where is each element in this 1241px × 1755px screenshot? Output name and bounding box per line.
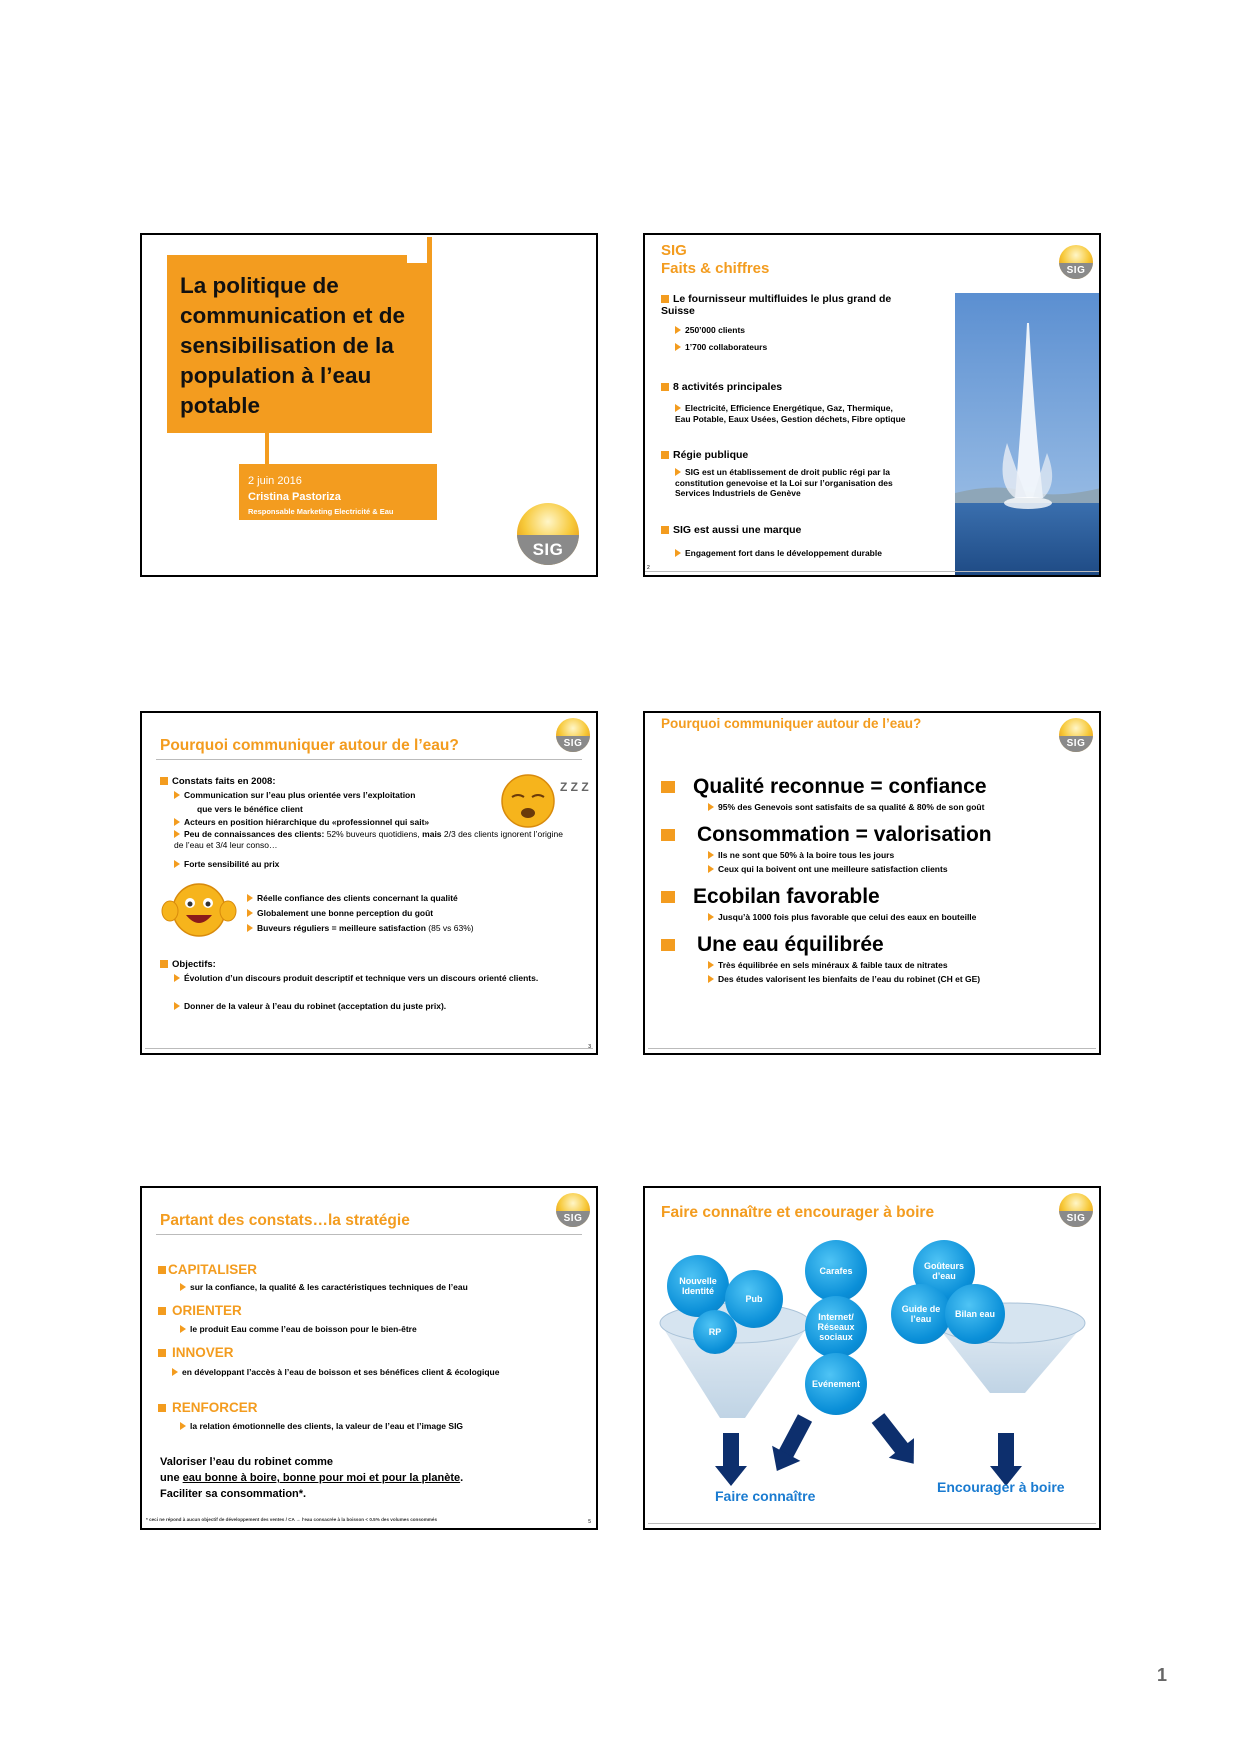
bubble-evenement: Evénement [805, 1353, 867, 1415]
bubble-carafes: Carafes [805, 1240, 867, 1302]
conclusion-line1: Valoriser l’eau du robinet comme [160, 1456, 333, 1468]
arrow-icon [675, 404, 681, 412]
arrow-icon [180, 1422, 186, 1430]
arrow-icon [247, 894, 253, 902]
bullet-icon [661, 939, 675, 951]
arrow-icon [708, 803, 714, 811]
bubble-gouteurs: Goûteurs d’eau [913, 1240, 975, 1302]
footer-line [645, 571, 1099, 572]
sub-bullet: Acteurs en position hiérarchique du «professionnel qui sait» [174, 817, 429, 828]
label-faire-connaitre: Faire connaître [715, 1488, 816, 1504]
arrow-icon [174, 860, 180, 868]
bubble-internet: Internet/ Réseaux sociaux [805, 1296, 867, 1358]
sub-bullet: Évolution d’un discours produit descriptif et technique vers un discours orienté clients. [174, 973, 574, 984]
slide-5 [140, 1186, 598, 1530]
footer-line [648, 1523, 1096, 1524]
heading: Qualité reconnue = confiance [661, 776, 987, 798]
arrow-icon [675, 343, 681, 351]
heading: Ecobilan favorable [661, 886, 880, 908]
sub-bullet: la relation émotionnelle des clients, la valeur de l’eau et l’image SIG [180, 1421, 463, 1432]
bullet-icon [661, 526, 669, 534]
slide-2 [643, 233, 1101, 577]
slide-number: 5 [588, 1519, 591, 1525]
sub-bullet: Jusqu’à 1000 fois plus favorable que celui des eaux en bouteille [708, 912, 976, 923]
arrow-icon [247, 909, 253, 917]
bubble-guide: Guide de l’eau [891, 1284, 951, 1344]
conclusion-line3: Faciliter sa consommation*. [160, 1488, 307, 1500]
sub-bullet: 95% des Genevois sont satisfaits de sa qualité & 80% de son goût [708, 802, 984, 813]
presentation-date: 2 juin 2016 [248, 475, 302, 487]
sub-bullet: Electricité, Efficience Energétique, Gaz, Thermique, Eau Potable, Eaux Usées, Gestion déchets, Fibre optique [675, 403, 906, 424]
header-line [156, 1234, 582, 1235]
bubble-pub: Pub [725, 1270, 783, 1328]
sub-bullet: Engagement fort dans le développement durable [675, 548, 882, 559]
bullet-icon [158, 1266, 166, 1274]
sig-logo: SIG [1059, 1193, 1093, 1227]
sub-bullet: Forte sensibilité au prix [174, 859, 279, 870]
bubble-rp: RP [693, 1310, 737, 1354]
sig-logo: SIG [1059, 718, 1093, 752]
bullet: 8 activités principales [661, 381, 782, 393]
sub-bullet: Réelle confiance des clients concernant la qualité [247, 893, 458, 904]
sub-bullet: Ils ne sont que 50% à la boire tous les jours [708, 850, 894, 861]
bubble-bilan: Bilan eau [945, 1284, 1005, 1344]
arrow-center-icon [763, 1410, 819, 1478]
bullet-icon [661, 781, 675, 793]
sig-logo: SIG [1059, 245, 1093, 279]
strategy-keyword: RENFORCER [158, 1400, 258, 1415]
arrow-icon [708, 865, 714, 873]
jet-deau-photo [955, 293, 1101, 577]
slide-5-title: Partant des constats…la stratégie [160, 1212, 410, 1229]
slide-4 [643, 711, 1101, 1055]
bullet-icon [661, 891, 675, 903]
arrow-icon [708, 961, 714, 969]
strategy-keyword: INNOVER [158, 1345, 234, 1360]
slide-number: 3 [588, 1044, 591, 1050]
arrow-icon [247, 924, 253, 932]
arrow-icon [174, 1002, 180, 1010]
author-stem [265, 433, 269, 465]
sub-bullet: Communication sur l’eau plus orientée vers l’exploitation [174, 790, 415, 801]
slide-4-title: Pourquoi communiquer autour de l’eau? [661, 716, 922, 731]
author-role: Responsable Marketing Electricité & Eau [248, 507, 394, 516]
bullet-icon [158, 1349, 166, 1357]
sub-bullet: 1’700 collaborateurs [675, 342, 767, 353]
slide-6 [643, 1186, 1101, 1530]
bullet: Régie publique [661, 449, 748, 461]
bullet-icon [158, 1404, 166, 1412]
sub-bullet: Des études valorisent les bienfaits de l’eau du robinet (CH et GE) [708, 974, 980, 985]
heading: Une eau équilibrée [661, 934, 884, 956]
header-line [156, 759, 582, 760]
arrow-icon [708, 913, 714, 921]
slide-3 [140, 711, 598, 1055]
label-encourager: Encourager à boire [937, 1479, 1065, 1495]
sub-bullet: 250’000 clients [675, 325, 745, 336]
slide-1-title: La politique de communication et de sensibilisation de la population à l’eau potable [180, 273, 406, 418]
arrow-icon [675, 326, 681, 334]
arrow-right-down-icon [865, 1408, 926, 1473]
sub-bullet: Très équilibrée en sels minéraux & faible taux de nitrates [708, 960, 948, 971]
footnote: * ceci ne répond à aucun objectif de développement des ventes / CA → l’eau consacrée à la boisson < 0.5% des volumes consommés [146, 1517, 437, 1522]
bullet-icon [160, 960, 168, 968]
bullet-icon [661, 451, 669, 459]
sub-bullet: sur la confiance, la qualité & les caractéristiques techniques de l’eau [180, 1282, 468, 1293]
bullet-icon [661, 829, 675, 841]
arrow-icon [172, 1368, 178, 1376]
arrow-icon [174, 818, 180, 826]
sub-bullet: Globalement une bonne perception du goût [247, 908, 433, 919]
sig-logo: SIG [556, 718, 590, 752]
footer-line [145, 1048, 593, 1049]
arrow-icon [180, 1283, 186, 1291]
bullet: SIG est aussi une marque [661, 524, 801, 536]
bullet-icon [158, 1307, 166, 1315]
sub-bullet: Peu de connaissances des clients: 52% buveurs quotidiens, mais 2/3 des clients ignorent l’origine de l’eau et 3/4 leur conso… [174, 829, 563, 850]
bullet-icon [160, 777, 168, 785]
strategy-keyword: CAPITALISER [158, 1262, 257, 1277]
bubble-nouvelle-identite: Nouvelle Identité [667, 1255, 729, 1317]
heading: Consommation = valorisation [661, 824, 992, 846]
slide-number: 2 [647, 565, 650, 571]
arrow-left-icon [715, 1433, 747, 1486]
arrow-icon [708, 975, 714, 983]
author-name: Cristina Pastoriza [248, 491, 341, 503]
sub-bullet: Donner de la valeur à l’eau du robinet (acceptation du juste prix). [174, 1001, 446, 1012]
conclusion-line2: une eau bonne à boire, bonne pour moi et pour la planète. [160, 1472, 464, 1484]
happy-emoji-icon [160, 881, 238, 939]
arrow-icon [180, 1325, 186, 1333]
slide-3-title: Pourquoi communiquer autour de l’eau? [160, 737, 459, 754]
footer-line [648, 1048, 1096, 1049]
slide-6-title: Faire connaître et encourager à boire [661, 1204, 935, 1221]
bullet: Constats faits en 2008: [160, 776, 275, 788]
sig-logo: SIG [517, 503, 579, 565]
page-number: 1 [1157, 1665, 1168, 1685]
sub-bullet: Buveurs réguliers = meilleure satisfaction (85 vs 63%) [247, 923, 474, 934]
sub-bullet: Ceux qui la boivent ont une meilleure satisfaction clients [708, 864, 948, 875]
bullet-icon [661, 295, 669, 303]
svg-text:Z Z Z: Z Z Z [560, 780, 589, 794]
arrow-icon [174, 830, 180, 838]
sub-bullet: en développant l’accès à l’eau de boisson et ses bénéfices client & écologique [172, 1367, 552, 1378]
slide-1 [140, 233, 598, 577]
arrow-icon [675, 549, 681, 557]
sub-bullet-cont: que vers le bénéfice client [197, 804, 303, 814]
sub-bullet: SIG est un établissement de droit public régi par la constitution genevoise et la Loi sur l’organisation des Services Industriels de Genève [675, 467, 893, 498]
bullet: Le fournisseur multifluides le plus grand de Suisse [661, 293, 892, 317]
arrow-icon [174, 791, 180, 799]
slide-2-title-line1: SIG [661, 242, 687, 259]
sig-logo: SIG [556, 1193, 590, 1227]
arrow-icon [174, 974, 180, 982]
sleepy-emoji-icon [500, 769, 590, 833]
sub-bullet: le produit Eau comme l’eau de boisson pour le bien-être [180, 1324, 417, 1335]
arrow-icon [675, 468, 681, 476]
arrow-icon [708, 851, 714, 859]
bullet-icon [661, 383, 669, 391]
slide-2-title-line2: Faits & chiffres [661, 260, 770, 277]
strategy-keyword: ORIENTER [158, 1303, 242, 1318]
bullet: Objectifs: [160, 959, 216, 971]
